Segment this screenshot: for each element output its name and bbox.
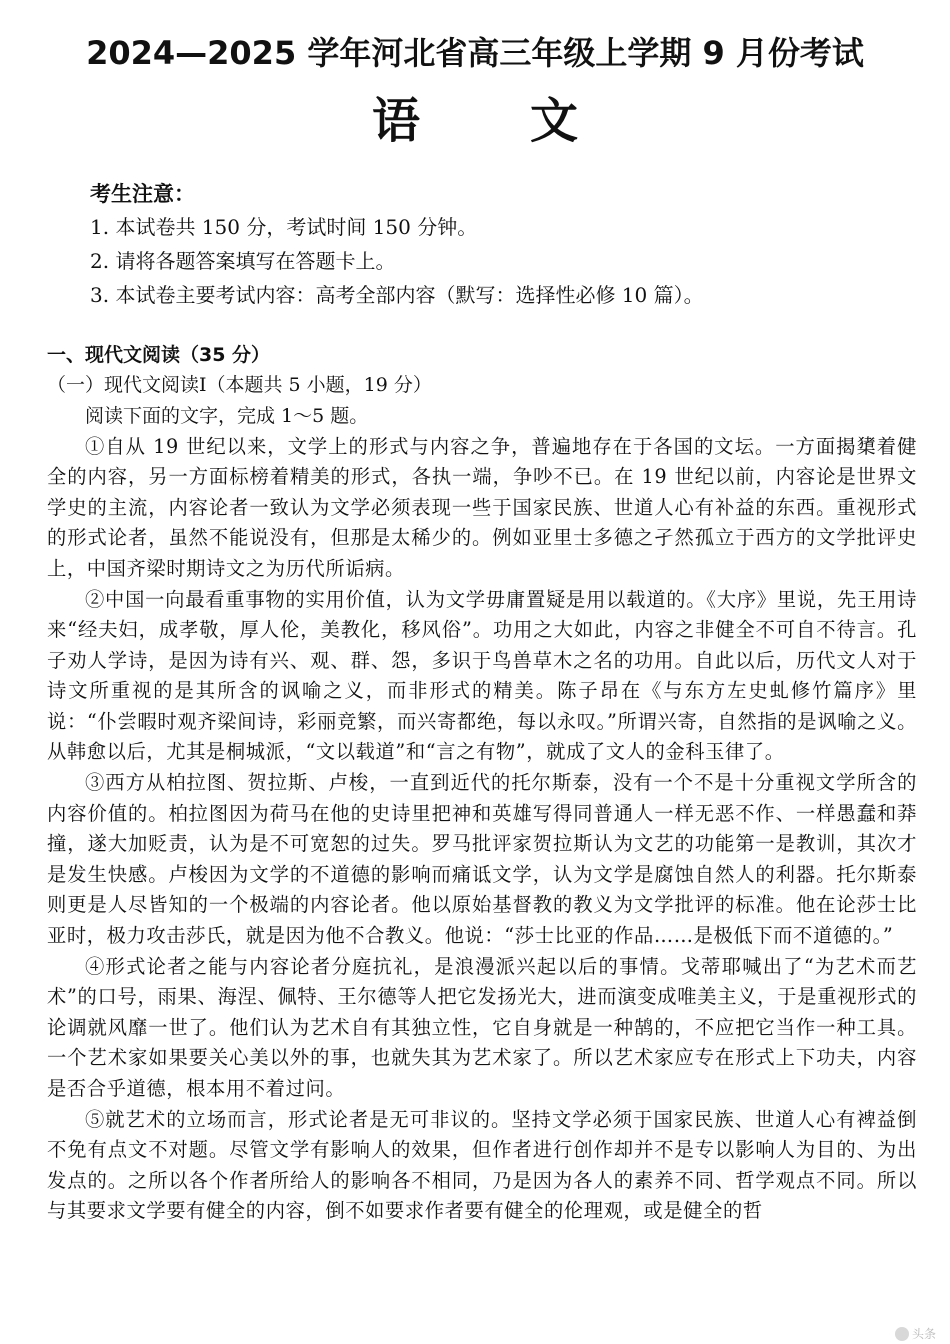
candidate-notice <box>90 178 910 312</box>
watermark <box>895 1325 936 1342</box>
passage-paragraph-5: ⑤就艺术的立场而言，形式论者是无可非议的。坚持文学必须于国家民族、世道人心有裨益倒不免有点文不对题。尽管文学有影响人的效果，但作者进行创作却并不是专以影响人为目的、为出发点的。之所以各个作者所给人的影响各不相同，乃是因为各人的素养不同、哲学观点不同。所以与其要求文学要有健全的内容，倒不如要求作者要有健全的伦理观，或是健全的哲 <box>47 1107 917 1223</box>
notice-item: 2. 请将各题答案填写在答题卡上。 <box>90 249 396 273</box>
watermark-logo-icon <box>895 1327 909 1341</box>
passage-paragraph-4: ④形式论者之能与内容论者分庭抗礼，是浪漫派兴起以后的事情。戈蒂耶喊出了“为艺术而艺术”的口号，雨果、海涅、佩特、王尔德等人把它发扬光大，进而演变成唯美主义，于是重视形式的论调就风靡一世了。他们认为艺术自有其独立性，它自身就是一种鹄的，不应把它当作一种工具。一个艺术家如果要关心美以外的事，也就失其为艺术家了。所以艺术家应专在形式上下功夫，内容是否合乎道德，根本用不着过问。 <box>47 954 917 1100</box>
exam-title: 2024—2025 学年河北省高三年级上学期 9 月份考试 <box>86 34 864 72</box>
sub-section-heading: （一）现代文阅读Ⅰ（本题共 5 小题，19 分） <box>47 374 432 396</box>
passage-paragraph-3: ③西方从柏拉图、贺拉斯、卢梭，一直到近代的托尔斯泰，没有一个不是十分重视文学所含的内容价值的。柏拉图因为荷马在他的史诗里把神和英雄写得同普通人一样无恶不作、一样愚蠢和莽撞，遂大加贬责，认为是不可宽恕的过失。罗马批评家贺拉斯认为文艺的功能第一是教训，其次才是发生快感。卢梭因为文学的不道德的影响而痛诋文学，认为文学是腐蚀自然人的利器。托尔斯泰则更是人尽皆知的一个极端的内容论者。他以原始基督教的教义为文学批评的标准。他在论莎士比亚时，极力攻击莎氏，就是因为他不合教义。他说：“莎士比亚的作品……是极低下而不道德的。” <box>47 771 917 947</box>
watermark-text: 头条 <box>911 1327 936 1341</box>
passage-paragraph-1: ①自从 19 世纪以来，文学上的形式与内容之争，普遍地存在于各国的文坛。一方面揭橥着健全的内容，另一方面标榜着精美的形式，各执一端，争吵不已。在 19 世纪以前，内容论是世界文学史的主流，内容论者一致认为文学必须表现一些于国家民族、世道人心有补益的东西。重视形式的形式论者，虽然不能说没有，但那是太稀少的。例如亚里士多德之孑然孤立于西方的文学批评史上，中国齐梁时期诗文之为历代所诟病。 <box>47 435 917 580</box>
notice-item: 1. 本试卷共 150 分，考试时间 150 分钟。 <box>90 215 478 239</box>
passage-paragraph-2: ②中国一向最看重事物的实用价值，认为文学毋庸置疑是用以载道的。《大序》里说，先王用诗来“经夫妇，成孝敬，厚人伦，美教化，移风俗”。功用之大如此，内容之非健全不可自不待言。孔子劝人学诗，是因为诗有兴、观、群、怨，多识于鸟兽草木之名的功用。自此以后，历代文人对于诗文所重视的是其所含的讽喻之义，而非形式的精美。陈子昂在《与东方左史虬修竹篇序》里说：“仆尝暇时观齐梁间诗，彩丽竞繁，而兴寄都绝，每以永叹。”所谓兴寄，自然指的是讽喻之义。从韩愈以后，尤其是桐城派，“文以载道”和“言之有物”，就成了文人的金科玉律了。 <box>47 588 917 764</box>
reading-instruction: 阅读下面的文字，完成 1～5 题。 <box>85 405 369 427</box>
notice-item: 3. 本试卷主要考试内容：高考全部内容（默写：选择性必修 10 篇）。 <box>90 283 704 307</box>
subject-title: 语文 <box>371 93 688 149</box>
reading-section <box>47 340 917 1228</box>
notice-heading: 考生注意： <box>90 182 195 206</box>
section-heading: 一、现代文阅读（35 分） <box>47 344 271 366</box>
